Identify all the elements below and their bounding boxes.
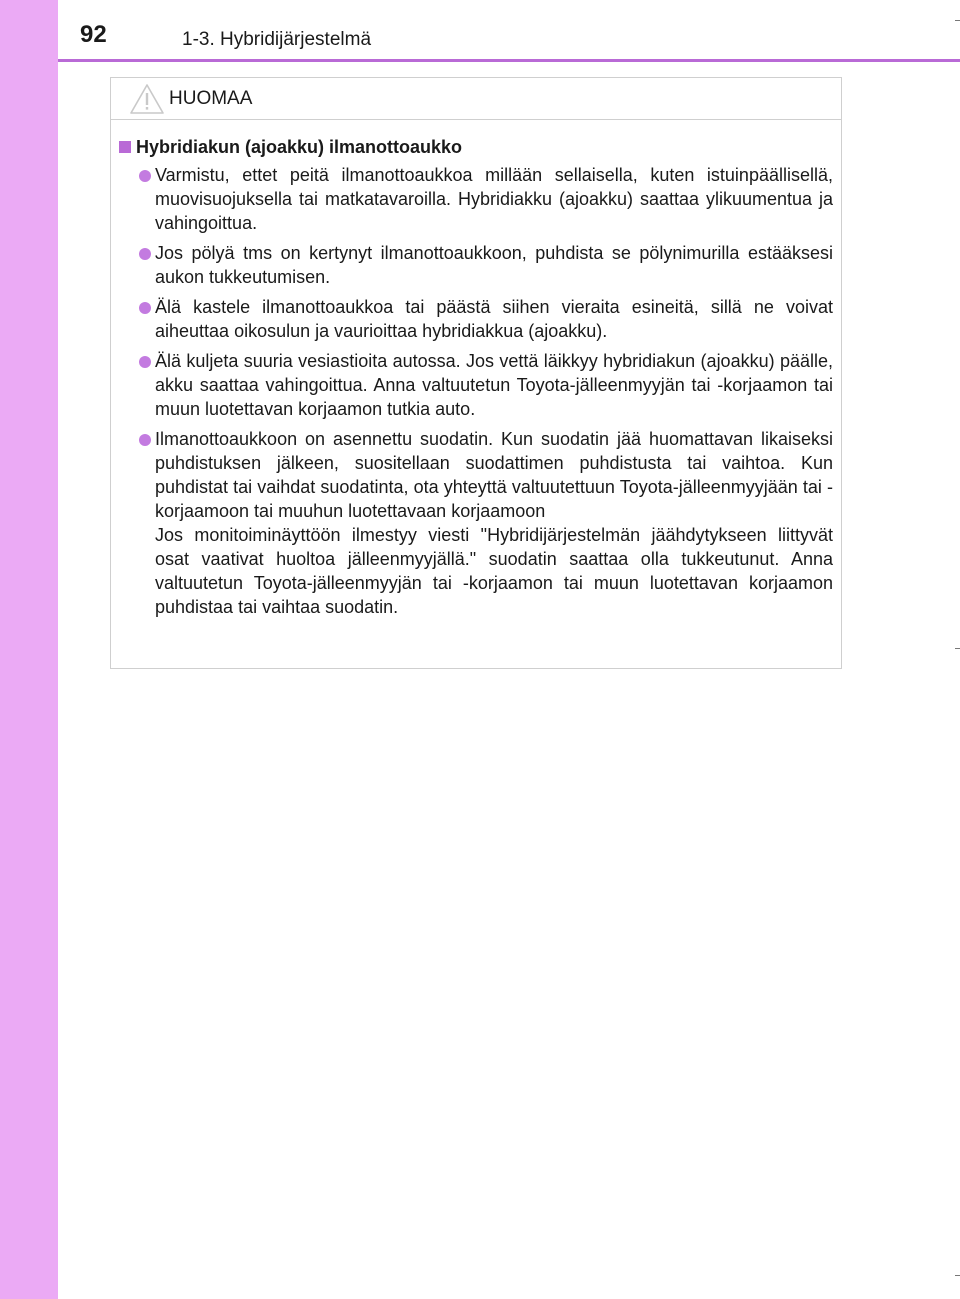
page-number: 92 — [80, 21, 107, 48]
chapter-side-tab — [0, 0, 58, 1299]
list-item — [119, 163, 833, 235]
notice-header — [111, 78, 841, 120]
section-title — [119, 135, 833, 159]
list-item-text: Varmistu, ettet peitä ilmanottoaukkoa millään sellaisella, kuten istuinpäällisellä, muovisuojuksella tai matkatavaroilla. Hybridiakku (ajoakku) saattaa ylikuumentua ja vahingoittua. — [155, 165, 833, 233]
circle-bullet-icon — [139, 302, 151, 314]
notice-body — [111, 120, 841, 619]
list-item — [119, 349, 833, 421]
list-item-text: Älä kuljeta suuria vesiastioita autossa. Jos vettä läikkyy hybridiakun (ajoakku) päälle, akku saattaa vahingoittua. Anna valtuutetun Toyota-jälleenmyyjän tai -korjaamon tai muun luotettavan korjaamon tutkia auto. — [155, 351, 833, 419]
list-item-text: Jos pölyä tms on kertynyt ilmanottoaukkoon, puhdista se pölynimurilla estääksesi aukon tukkeutumisen. — [155, 243, 833, 287]
circle-bullet-icon — [139, 248, 151, 260]
list-item — [119, 295, 833, 343]
circle-bullet-icon — [139, 170, 151, 182]
circle-bullet-icon — [139, 356, 151, 368]
trim-mark-middle — [955, 648, 960, 649]
section-title-text: Hybridiakun (ajoakku) ilmanottoaukko — [136, 137, 463, 157]
notice-box — [110, 77, 842, 669]
list-item — [119, 241, 833, 289]
list-item — [119, 427, 833, 619]
notice-heading: HUOMAA — [169, 88, 253, 109]
list-item-text: Ilmanottoaukkoon on asennettu suodatin. Kun suodatin jää huomattavan likaiseksi puhdistuksen jälkeen, suositellaan suodattimen puhdistusta tai vaihtoa. Kun puhdistat tai vaihdat suodatinta, ota yhteyttä valtuutettuun Toyota-jälleenmyyjään tai -korjaamoon tai muuhun luotettavaan korjaamoon — [155, 429, 833, 521]
list-item-text: Älä kastele ilmanottoaukkoa tai päästä siihen vieraita esineitä, sillä ne voivat aiheuttaa oikosulun ja vaurioittaa hybridiakkua (ajoakku). — [155, 297, 833, 341]
trim-mark-top — [955, 20, 960, 21]
circle-bullet-icon — [139, 434, 151, 446]
list-item-text-continued: Jos monitoiminäyttöön ilmestyy viesti "Hybridijärjestelmän jäähdytykseen liittyvät osat vaativat huoltoa jälleenmyyjällä." suodatin saattaa olla tukkeutunut. Anna valtuutetun Toyota-jälleenmyyjän tai -korjaamon tai muun luotettavan korjaamon puhdistaa tai vaihtaa suodatin. — [155, 525, 833, 617]
header-rule — [58, 59, 960, 62]
warning-triangle-icon — [129, 83, 165, 115]
trim-mark-bottom — [955, 1275, 960, 1276]
square-bullet-icon — [119, 141, 131, 153]
chapter-title: 1-3. Hybridijärjestelmä — [182, 29, 372, 50]
